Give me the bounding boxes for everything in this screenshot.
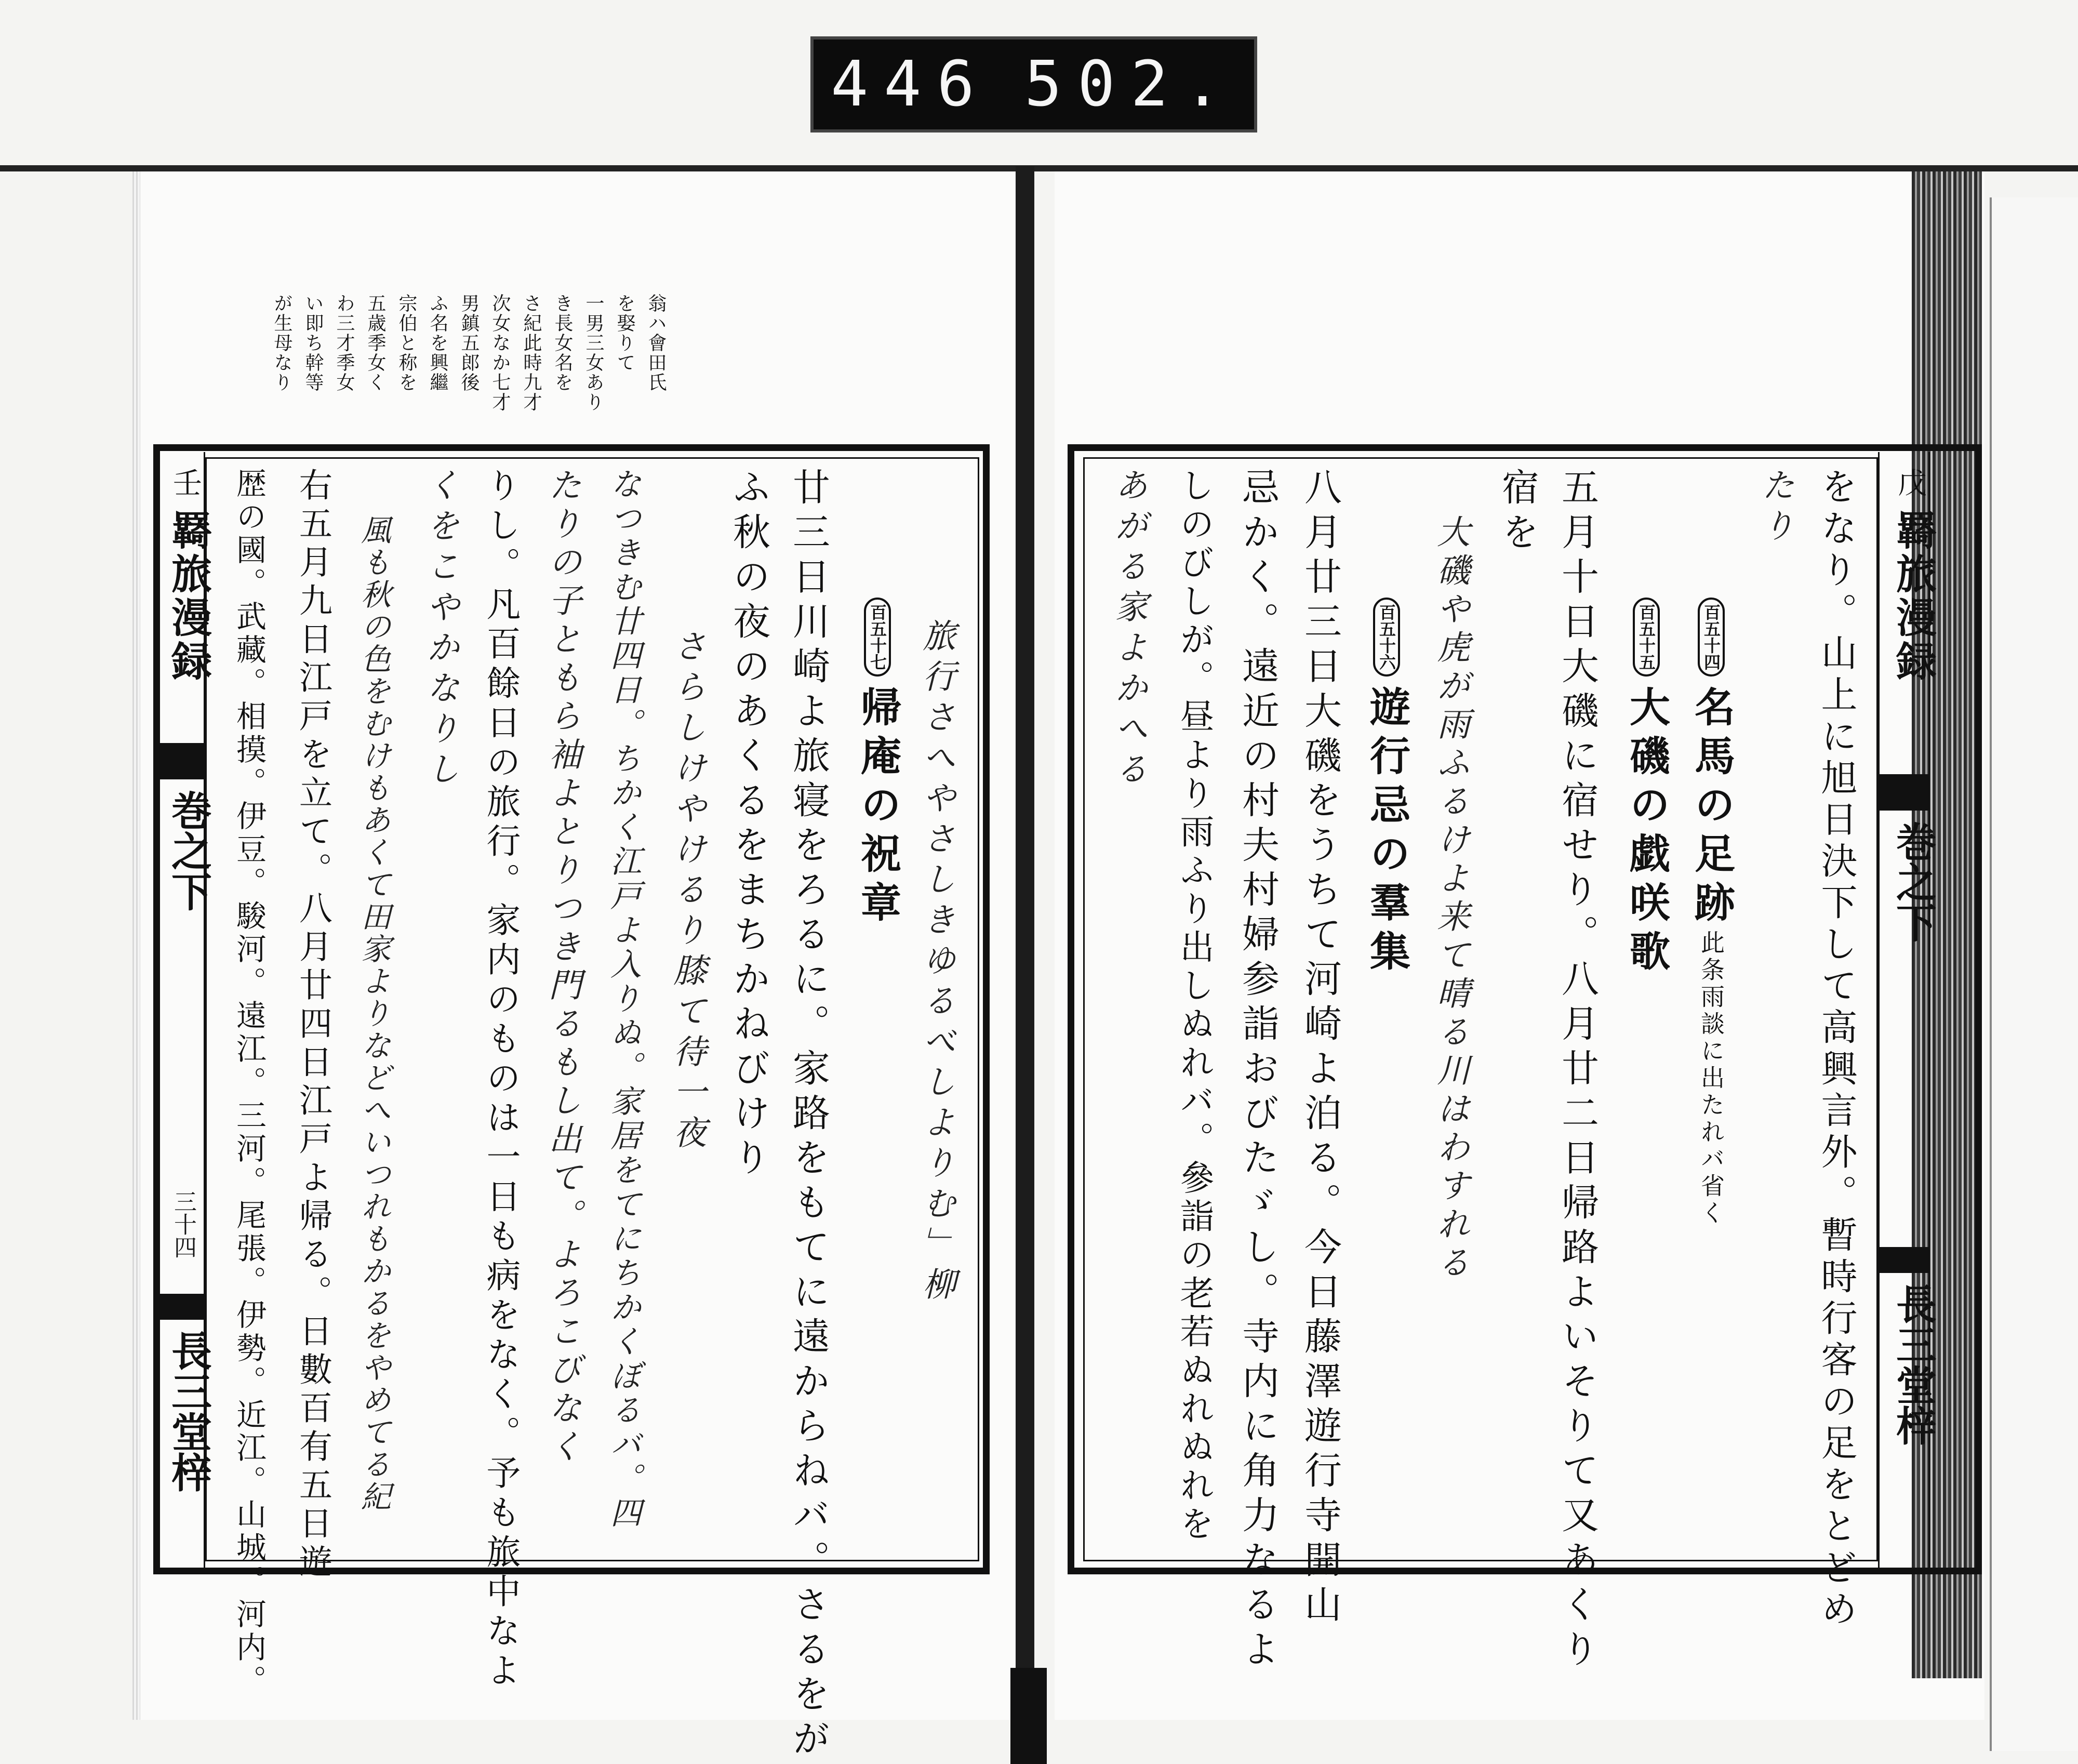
header-note: 翁ハ會田氏 [645, 294, 667, 392]
text-column: ふ秋の夜のあくるをまちかねびけり [727, 468, 770, 1183]
left-hana-folio: 三十四 [170, 1190, 196, 1258]
text-column: 旅行さへやさしきゆるべしよりむ」柳 [917, 618, 955, 1307]
section-heading [1688, 598, 1735, 1227]
text-column: 宿を [1496, 468, 1539, 557]
left-hana-fishtail-top [155, 743, 204, 779]
header-note: 宗伯と称を [396, 294, 417, 392]
right-hana-title: 羇旅漫録 [1889, 509, 1937, 684]
header-note: ふ名を興繼 [427, 294, 448, 392]
text-column: 忌かく。遠近の村夫村婦参詣おびたゞし。寺内に角力なるよ [1236, 468, 1280, 1674]
section-heading [1623, 598, 1670, 979]
section-number-badge: 百五十七 [864, 598, 891, 677]
right-hana-fishtail-bottom [1880, 1247, 1928, 1273]
section-title: 遊行忌の羣集 [1363, 686, 1410, 979]
left-hana-publisher: 長三堂梓 [165, 1330, 212, 1492]
section-title: 帰庵の祝章 [854, 686, 901, 930]
right-hana-volume: 巻之下 [1889, 821, 1937, 943]
left-hana-title: 羇旅漫録 [165, 509, 212, 684]
left-hana-top: 壬 [168, 468, 202, 497]
scanner-rule-left [0, 165, 1034, 171]
header-note: 一男三女あり [583, 294, 604, 412]
text-column: さらしけやけるり膝て待一夜 [668, 629, 706, 1156]
right-hanashira [1878, 452, 1937, 1569]
text-column: 歴の國。武藏。相摸。伊豆。駿河。遠江。三河。尾張。伊勢。近江。山城。河内。 [231, 468, 267, 1698]
right-hana-publisher: 長三堂梓 [1889, 1283, 1937, 1445]
right-hana-fishtail-top [1880, 774, 1928, 811]
header-note: わ三才季女 [334, 294, 355, 392]
book-gutter [1016, 166, 1034, 1673]
frame-number-strip [810, 36, 1257, 132]
gutter-clip [1010, 1668, 1047, 1764]
section-heading [854, 598, 901, 930]
text-column: あがる家よかへる [1109, 468, 1148, 792]
section-title: 名馬の足跡 [1688, 686, 1735, 930]
text-column: 右五月九日江戸を立て。八月廿四日江戸よ帰る。日數百有五日遊 [294, 468, 332, 1583]
header-note: 次女なか七才 [489, 294, 511, 412]
frame-number-right: 502. [1024, 48, 1237, 121]
text-column: 大磯や虎が雨ふるけよ来て晴る川はわすれる [1431, 514, 1470, 1283]
frame-number-left: 446 [831, 48, 990, 121]
section-heading [1363, 598, 1410, 979]
header-note: い即ち幹等 [302, 294, 324, 392]
section-title: 大磯の戯咲歌 [1623, 686, 1670, 979]
section-number-badge: 百五十四 [1698, 598, 1725, 677]
text-column: しのびしが。昼より雨ふり出しぬれバ。參詣の老若ぬれぬれを [1174, 468, 1214, 1544]
left-hanashira [153, 452, 212, 1569]
right-hana-top: 戊 [1893, 468, 1927, 497]
text-column: たり [1756, 468, 1794, 549]
text-column: 風も秋の色をむけもあくて田家よりなどへいつれもかるをやめてる紀 [356, 514, 391, 1513]
text-column: りし。凡百餘日の旅行。家内のものは一日も病をなく。予も旅中なよ [481, 468, 521, 1692]
text-column: 廿三日川崎よ旅寝をろるに。家路をもてに遠からねバ。さるをが [787, 468, 830, 1763]
text-column: をなり。山上に旭日決下して高興言外。暫時行客の足をとどめ [1815, 468, 1858, 1632]
text-column: なつきむ廿四日。ちかく江戸よ入りぬ。家居をてにちかくぼるバ。四 [605, 468, 642, 1531]
text-column: たりの子ともら袖よとりつき門るもし出て。よろこびなく [543, 468, 581, 1467]
section-note: 此条雨談に出たれバ省く [1697, 930, 1725, 1227]
text-column: 五月十日大磯に宿せり。八月廿二日帰路よいそりて又あくり [1555, 468, 1599, 1674]
left-header-notes [223, 294, 665, 439]
left-hana-fishtail-bottom [155, 1294, 204, 1320]
adjacent-sheet [1990, 197, 2078, 1751]
scanner-rule-right [982, 165, 2078, 171]
left-hana-volume: 巻之下 [165, 790, 212, 911]
text-column: 八月廿三日大磯をうちて河崎よ泊る。今日藤澤遊行寺開山 [1298, 468, 1342, 1629]
header-note: を娶りて [614, 294, 635, 373]
header-note: 五歳季女く [365, 294, 386, 392]
header-note: 男鎮五郎後 [458, 294, 479, 392]
header-note: が生母なり [271, 294, 292, 392]
header-note: さ紀此時九才 [521, 294, 542, 412]
text-column: くをこやかなりし [421, 468, 459, 792]
section-number-badge: 百五十五 [1633, 598, 1660, 677]
section-number-badge: 百五十六 [1373, 598, 1400, 677]
header-note: き長女名を [552, 294, 573, 392]
